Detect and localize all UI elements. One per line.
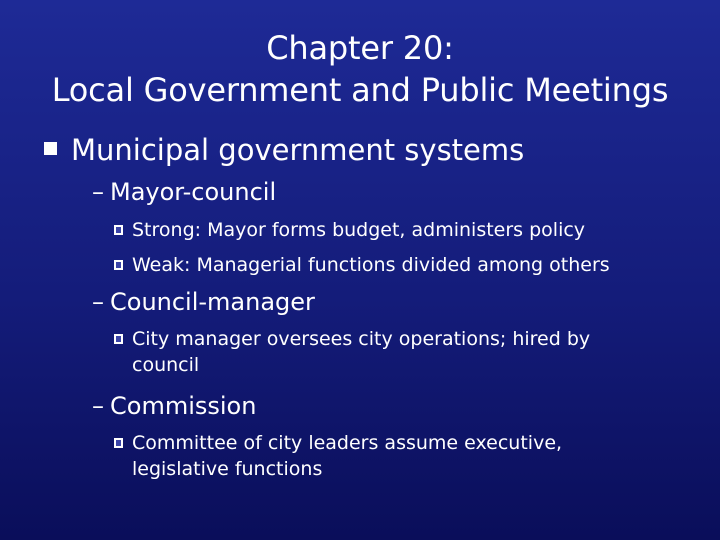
slide-title (0, 27, 720, 111)
point-city-manager (114, 326, 674, 378)
subitem-label: Council-manager (110, 288, 315, 316)
point-text: Committee of city leaders assume executive, legislative functions (132, 432, 563, 480)
point-text: Weak: Managerial functions divided among others (132, 254, 610, 276)
point-text: Strong: Mayor forms budget, administers policy (132, 219, 586, 241)
subitem-mayor-council (92, 177, 276, 207)
subitem-label: Mayor-council (110, 178, 277, 206)
subitem-council-manager (92, 287, 315, 317)
section-sign-icon (114, 334, 123, 344)
square-bullet-icon (44, 142, 57, 155)
section-sign-icon (114, 225, 123, 235)
point-commission (114, 430, 674, 482)
dash-marker: – (92, 288, 104, 316)
section-sign-icon (114, 260, 123, 270)
subitem-label: Commission (110, 392, 257, 420)
dash-marker: – (92, 392, 104, 420)
point-text: City manager oversees city operations; hired by council (132, 328, 591, 376)
point-strong-mayor (114, 217, 674, 243)
title-line-2: Local Government and Public Meetings (51, 71, 669, 109)
title-line-1: Chapter 20: (266, 29, 454, 67)
point-weak-mayor (114, 252, 674, 278)
subitem-commission (92, 391, 256, 421)
bullet-municipal-systems (44, 131, 524, 169)
section-sign-icon (114, 438, 123, 448)
dash-marker: – (92, 178, 104, 206)
bullet-text: Municipal government systems (71, 133, 525, 167)
